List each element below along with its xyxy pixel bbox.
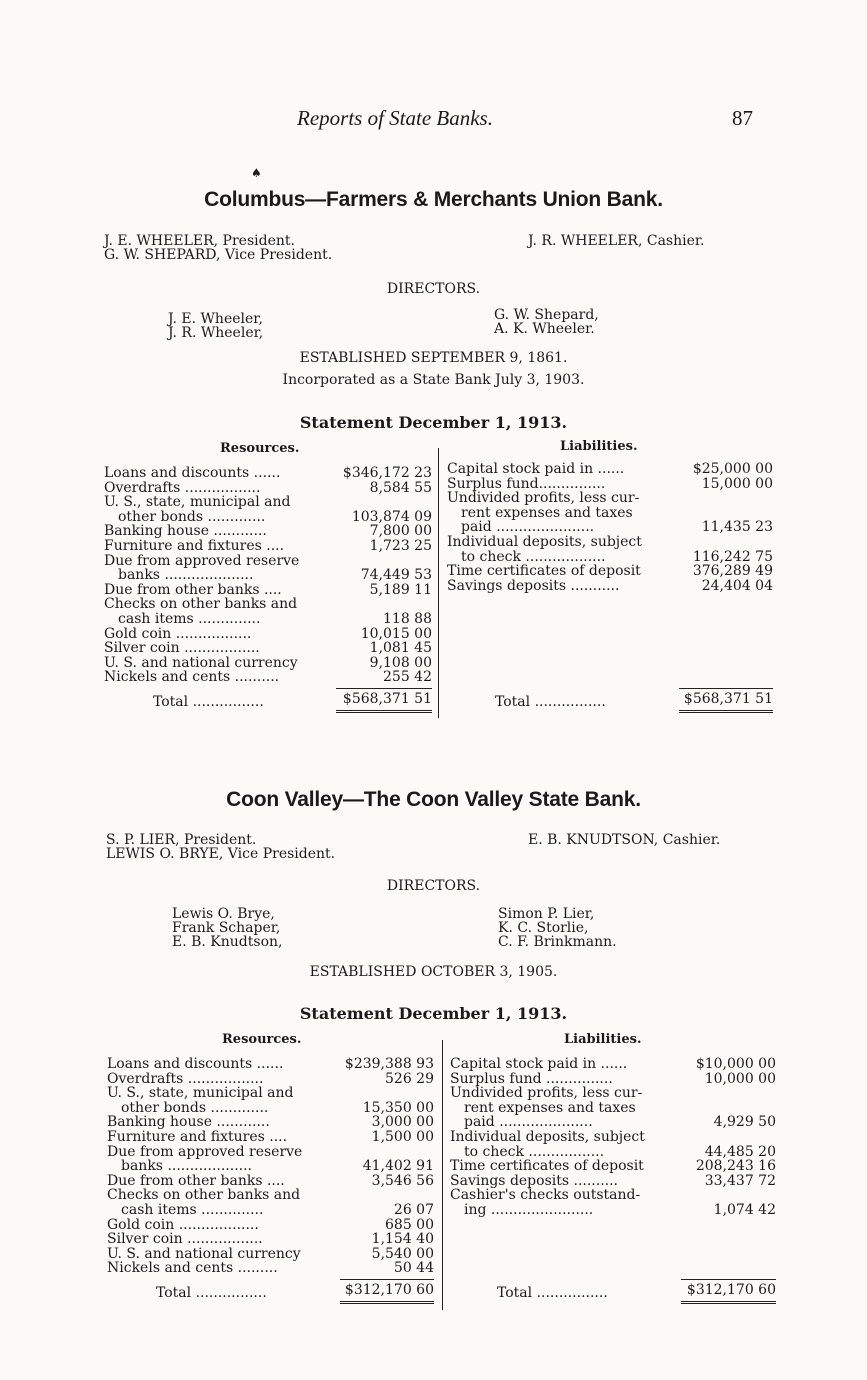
column-divider: [438, 448, 439, 718]
ledger-row: [104, 481, 432, 496]
ledger-row: [104, 539, 432, 554]
line-item-amount: 103,874 09: [351, 508, 432, 525]
line-item-label: Banking house ............: [107, 1114, 270, 1131]
director: A. K. Wheeler.: [494, 321, 595, 337]
ledger-row: [107, 1130, 434, 1145]
line-item-amount: 44,485 20: [704, 1143, 776, 1160]
line-item-label: Cashier's checks outstand-: [450, 1187, 641, 1204]
total-label: Total ................: [156, 1285, 267, 1301]
line-item-label: Individual deposits, subject: [447, 533, 642, 550]
line-item-amount: [329, 597, 432, 612]
officer-cashier: E. B. KNUDTSON, Cashier.: [528, 832, 721, 848]
line-item-label: Savings deposits ..........: [450, 1172, 618, 1189]
line-item-label: other bonds .............: [121, 1099, 269, 1116]
line-item-label: Due from other banks ....: [107, 1172, 285, 1189]
line-item-label: Checks on other banks and: [107, 1187, 301, 1204]
ledger-row: [447, 462, 773, 477]
ledger-row: [450, 1057, 776, 1072]
line-item-label: other bonds .............: [118, 508, 266, 525]
ledger-row: [107, 1057, 434, 1072]
line-item-label: Furniture and fixtures ....: [104, 537, 285, 554]
line-item-label: paid .....................: [464, 1114, 593, 1131]
ledger-row: [107, 1218, 434, 1233]
ledger-row: [104, 597, 432, 612]
officer-vice-president: G. W. SHEPARD, Vice President.: [104, 247, 333, 263]
line-item-label: Furniture and fixtures ....: [107, 1128, 288, 1145]
line-item-amount: 1,154 40: [371, 1231, 434, 1248]
director: Frank Schaper,: [172, 920, 281, 936]
ledger-row: [450, 1072, 776, 1087]
resources-heading: Resources.: [220, 441, 300, 456]
director: K. C. Storlie,: [498, 920, 589, 936]
directors-heading: DIRECTORS.: [386, 878, 481, 894]
line-item-amount: 33,437 72: [704, 1172, 776, 1189]
line-item-amount: [681, 1188, 776, 1203]
ledger-row: [447, 506, 773, 521]
ledger-row: [107, 1203, 434, 1218]
line-item-label: Nickels and cents ..........: [104, 669, 280, 686]
line-item-amount: $346,172 23: [342, 465, 432, 481]
line-item-amount: [678, 535, 773, 550]
established-date: ESTABLISHED OCTOBER 3, 1905.: [309, 964, 558, 980]
line-item-label: U. S. and national currency: [107, 1245, 301, 1262]
line-item-amount: 1,074 42: [713, 1201, 776, 1218]
total-label: Total ................: [153, 694, 264, 710]
line-item-amount: 1,081 45: [369, 640, 432, 657]
line-item-amount: 5,540 00: [371, 1245, 434, 1262]
line-item-label: to check ..................: [461, 548, 606, 565]
line-item-amount: 1,723 25: [369, 537, 432, 554]
statement-heading: Statement December 1, 1913.: [299, 413, 568, 432]
line-item-label: Loans and discounts ......: [107, 1056, 284, 1072]
ledger-row: [104, 554, 432, 569]
ledger-row: [107, 1232, 434, 1247]
line-item-label: Time certificates of deposit: [450, 1158, 644, 1175]
line-item-amount: 9,108 00: [369, 654, 432, 671]
ledger-row: [450, 1130, 776, 1145]
ledger-row: [450, 1174, 776, 1189]
line-item-amount: 10,015 00: [360, 625, 432, 642]
total-liabilities: $568,371 51: [679, 688, 773, 713]
ledger-row: [447, 564, 773, 579]
line-item-label: Checks on other banks and: [104, 596, 298, 613]
ledger-row: [107, 1101, 434, 1116]
ledger-row: [107, 1188, 434, 1203]
line-item-amount: 24,404 04: [701, 577, 773, 594]
ledger-row: [447, 550, 773, 565]
line-item-label: ing .......................: [464, 1201, 594, 1218]
ledger-row: [450, 1115, 776, 1130]
line-item-amount: 50 44: [393, 1260, 434, 1277]
line-item-label: cash items ..............: [121, 1201, 264, 1218]
line-item-label: paid ......................: [461, 519, 595, 536]
page-number: 87: [732, 106, 753, 130]
line-item-amount: [332, 1188, 434, 1203]
line-item-label: Undivided profits, less cur-: [447, 490, 640, 507]
total-label: Total ................: [497, 1285, 608, 1301]
line-item-label: Surplus fund...............: [447, 475, 606, 492]
ledger-row: [107, 1115, 434, 1130]
line-item-label: Nickels and cents .........: [107, 1260, 278, 1277]
line-item-label: Time certificates of deposit: [447, 563, 641, 580]
line-item-label: rent expenses and taxes: [464, 1099, 636, 1116]
line-item-label: banks ....................: [118, 567, 254, 584]
line-item-label: Capital stock paid in ......: [450, 1056, 628, 1072]
incorporated-note: Incorporated as a State Bank July 3, 1903.: [282, 372, 585, 388]
total-label: Total ................: [495, 694, 606, 710]
line-item-amount: 118 88: [383, 610, 432, 627]
ledger-row: [447, 579, 773, 594]
ledger-row: [450, 1159, 776, 1174]
line-item-amount: [678, 506, 773, 521]
line-item-amount: 685 00: [385, 1216, 434, 1233]
ledger-row: [104, 670, 432, 685]
line-item-amount: 5,189 11: [369, 581, 432, 598]
line-item-amount: 3,000 00: [371, 1114, 434, 1131]
liabilities-heading: Liabilities.: [564, 1032, 642, 1047]
directors-heading: DIRECTORS.: [386, 281, 481, 297]
running-header: Reports of State Banks.: [297, 106, 493, 130]
line-item-label: Silver coin .................: [107, 1231, 263, 1248]
ledger-row: [107, 1145, 434, 1160]
line-item-amount: [332, 1086, 434, 1101]
officer-president: S. P. LIER, President.: [106, 832, 257, 848]
line-item-amount: [678, 491, 773, 506]
line-item-amount: 4,929 50: [713, 1114, 776, 1131]
line-item-amount: [681, 1130, 776, 1145]
line-item-label: U. S., state, municipal and: [104, 494, 291, 511]
line-item-label: Individual deposits, subject: [450, 1128, 645, 1145]
ledger-row: [104, 627, 432, 642]
line-item-amount: $239,388 93: [344, 1056, 434, 1072]
ledger-row: [450, 1188, 776, 1203]
line-item-amount: [681, 1086, 776, 1101]
ledger-row: [450, 1203, 776, 1218]
ledger-row: [107, 1261, 434, 1276]
line-item-label: Due from other banks ....: [104, 581, 282, 598]
director: J. E. Wheeler,: [168, 311, 263, 327]
line-item-amount: 15,000 00: [701, 475, 773, 492]
ledger-row: [450, 1086, 776, 1101]
director: Lewis O. Brye,: [172, 906, 275, 922]
ledger-row: [447, 477, 773, 492]
ledger-row: [107, 1247, 434, 1262]
officer-vice-president: LEWIS O. BRYE, Vice President.: [106, 846, 336, 862]
line-item-amount: 11,435 23: [701, 519, 773, 536]
line-item-amount: 15,350 00: [362, 1099, 434, 1116]
ledger-row: [107, 1159, 434, 1174]
line-item-label: Surplus fund ...............: [450, 1070, 613, 1087]
line-item-amount: 526 29: [385, 1070, 434, 1087]
bullet-mark: ♠: [251, 166, 262, 180]
line-item-amount: [681, 1101, 776, 1116]
line-item-label: Silver coin .................: [104, 640, 260, 657]
officer-president: J. E. WHEELER, President.: [104, 233, 295, 249]
director: G. W. Shepard,: [494, 307, 599, 323]
line-item-label: Undivided profits, less cur-: [450, 1085, 643, 1102]
line-item-label: Due from approved reserve: [104, 552, 300, 569]
line-item-label: Gold coin .................: [104, 625, 252, 642]
ledger-row: [107, 1086, 434, 1101]
line-item-amount: 116,242 75: [692, 548, 773, 565]
line-item-amount: 208,243 16: [695, 1158, 776, 1175]
line-item-label: Capital stock paid in ......: [447, 461, 625, 477]
officer-cashier: J. R. WHEELER, Cashier.: [528, 233, 705, 249]
resources-table: [107, 1057, 434, 1276]
line-item-amount: $25,000 00: [692, 461, 773, 477]
ledger-row: [104, 641, 432, 656]
director: E. B. Knudtson,: [172, 934, 283, 950]
line-item-amount: 1,500 00: [371, 1128, 434, 1145]
ledger-row: [104, 612, 432, 627]
total-liabilities: $312,170 60: [681, 1279, 776, 1304]
line-item-amount: 7,800 00: [369, 523, 432, 540]
ledger-row: [104, 583, 432, 598]
liabilities-heading: Liabilities.: [560, 439, 638, 454]
line-item-label: U. S., state, municipal and: [107, 1085, 294, 1102]
line-item-amount: [329, 554, 432, 569]
line-item-label: Savings deposits ...........: [447, 577, 620, 594]
established-date: ESTABLISHED SEPTEMBER 9, 1861.: [299, 350, 568, 366]
line-item-label: Due from approved reserve: [107, 1143, 303, 1160]
ledger-row: [447, 491, 773, 506]
ledger-row: [104, 466, 432, 481]
director: C. F. Brinkmann.: [498, 934, 617, 950]
resources-table: [104, 466, 432, 685]
ledger-row: [104, 568, 432, 583]
line-item-label: Loans and discounts ......: [104, 465, 281, 481]
line-item-label: Gold coin ..................: [107, 1216, 259, 1233]
bank-title: Coon Valley—The Coon Valley State Bank.: [226, 788, 641, 811]
line-item-amount: 74,449 53: [360, 567, 432, 584]
line-item-amount: 8,584 55: [369, 479, 432, 496]
line-item-label: Banking house ............: [104, 523, 267, 540]
line-item-amount: 3,546 56: [371, 1172, 434, 1189]
ledger-row: [104, 495, 432, 510]
total-resources: $312,170 60: [340, 1279, 434, 1304]
ledger-row: [447, 535, 773, 550]
liabilities-table: [450, 1057, 776, 1218]
line-item-amount: 376,289 49: [692, 563, 773, 580]
bank-title: Columbus—Farmers & Merchants Union Bank.: [204, 188, 663, 211]
line-item-amount: 10,000 00: [704, 1070, 776, 1087]
liabilities-table: [447, 462, 773, 593]
director: J. R. Wheeler,: [168, 325, 264, 341]
line-item-label: cash items ..............: [118, 610, 261, 627]
ledger-row: [450, 1145, 776, 1160]
line-item-amount: $10,000 00: [695, 1056, 776, 1072]
ledger-row: [104, 656, 432, 671]
line-item-label: banks ...................: [121, 1158, 252, 1175]
ledger-row: [104, 524, 432, 539]
total-resources: $568,371 51: [336, 688, 432, 713]
line-item-label: U. S. and national currency: [104, 654, 298, 671]
line-item-amount: [332, 1145, 434, 1160]
line-item-amount: 26 07: [393, 1201, 434, 1218]
statement-heading: Statement December 1, 1913.: [299, 1004, 568, 1023]
line-item-label: to check .................: [464, 1143, 605, 1160]
resources-heading: Resources.: [222, 1032, 302, 1047]
line-item-amount: [329, 495, 432, 510]
ledger-row: [107, 1174, 434, 1189]
line-item-label: Overdrafts .................: [104, 479, 261, 496]
ledger-row: [107, 1072, 434, 1087]
ledger-row: [104, 510, 432, 525]
director: Simon P. Lier,: [498, 906, 595, 922]
line-item-amount: 41,402 91: [362, 1158, 434, 1175]
line-item-label: Overdrafts .................: [107, 1070, 264, 1087]
line-item-amount: 255 42: [383, 669, 432, 686]
ledger-row: [447, 520, 773, 535]
column-divider: [442, 1040, 443, 1310]
line-item-label: rent expenses and taxes: [461, 504, 633, 521]
ledger-row: [450, 1101, 776, 1116]
